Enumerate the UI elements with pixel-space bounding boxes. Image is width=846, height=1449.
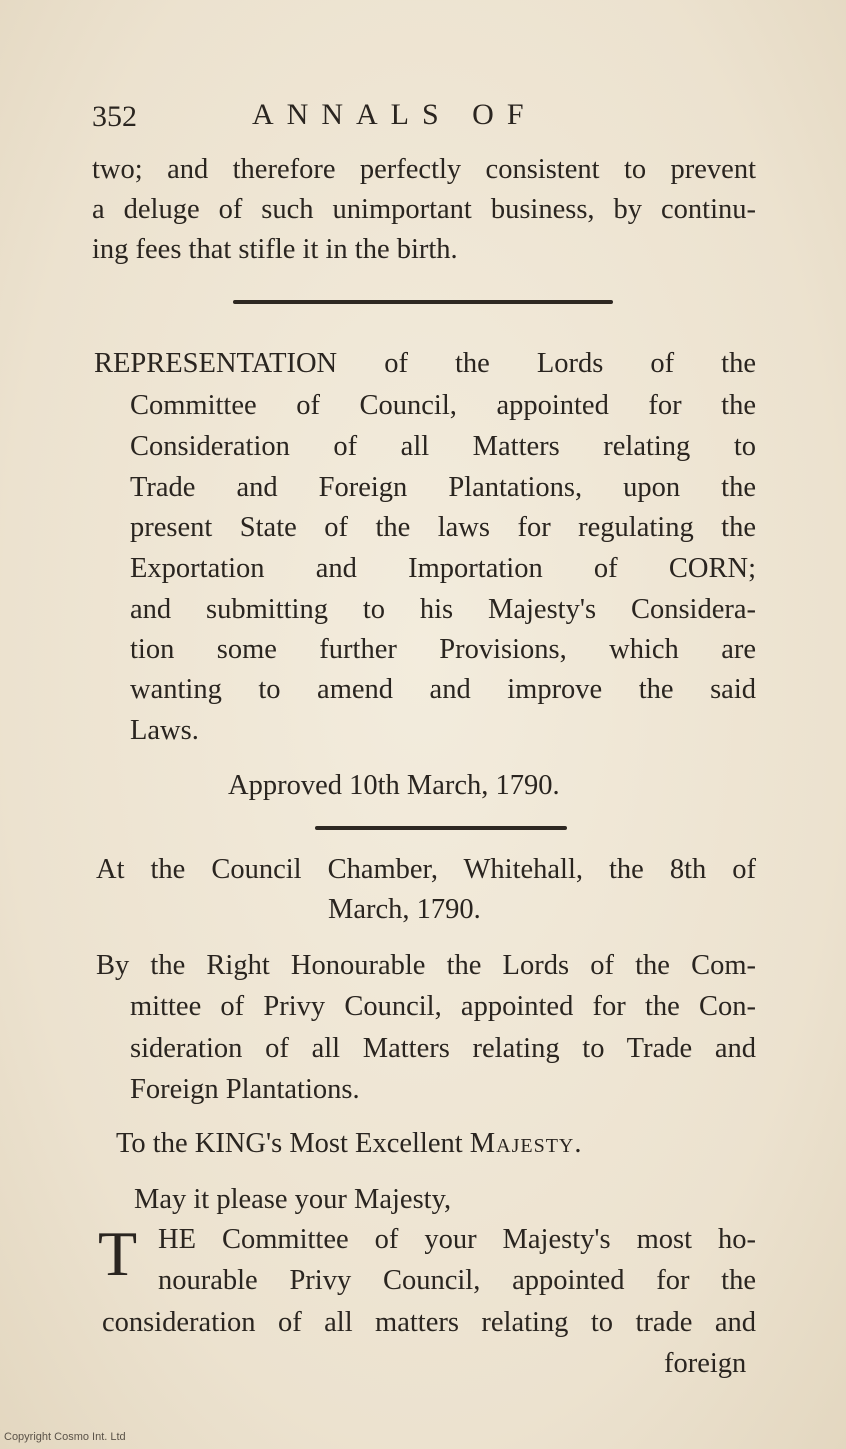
council-by-line-3: sideration of all Matters relating to Trade and <box>130 1033 756 1064</box>
intro-line-3: ing fees that stifle it in the birth. <box>92 234 458 265</box>
representation-line-6: Exportation and Importation of CORN; <box>130 553 756 584</box>
representation-line-1: REPRESENTATION of the Lords of the <box>94 348 756 379</box>
catchword: foreign <box>664 1348 747 1379</box>
council-location-line-1: At the Council Chamber, Whitehall, the 8th of <box>96 854 756 885</box>
address-majesty: Majesty. <box>469 1128 583 1159</box>
section-divider-2 <box>315 826 567 830</box>
address-line <box>116 1124 583 1164</box>
address-text: To the KING's Most Excellent <box>116 1128 463 1159</box>
representation-line-8: tion some further Provisions, which are <box>130 634 756 665</box>
letter-line-1: HE Committee of your Majesty's most ho- <box>158 1224 756 1255</box>
representation-line-2: Committee of Council, appointed for the <box>130 390 756 421</box>
drop-cap: T <box>98 1218 138 1289</box>
representation-line-3: Consideration of all Matters relating to <box>130 431 756 462</box>
salutation: May it please your Majesty, <box>134 1184 452 1215</box>
council-by-line-1: By the Right Honourable the Lords of the Com- <box>96 950 756 981</box>
section-divider-1 <box>233 300 613 304</box>
intro-line-2: a deluge of such unimportant business, by continu- <box>92 194 756 225</box>
council-by-line-2: mittee of Privy Council, appointed for the Con- <box>130 991 756 1022</box>
council-location-line-2: March, 1790. <box>328 894 481 925</box>
approved-date: Approved 10th March, 1790. <box>228 770 560 801</box>
copyright-notice: Copyright Cosmo Int. Ltd <box>4 1431 126 1443</box>
council-by-line-4: Foreign Plantations. <box>130 1074 360 1105</box>
running-title: ANNALS OF <box>252 98 537 131</box>
representation-line-4: Trade and Foreign Plantations, upon the <box>130 472 756 503</box>
representation-line-9: wanting to amend and improve the said <box>130 674 756 705</box>
letter-line-3: consideration of all matters relating to trade and <box>102 1307 756 1338</box>
representation-line-7: and submitting to his Majesty's Considera- <box>130 594 756 625</box>
representation-line-5: present State of the laws for regulating the <box>130 512 756 543</box>
representation-line-10: Laws. <box>130 715 199 746</box>
letter-line-2: nourable Privy Council, appointed for the <box>158 1265 756 1296</box>
page-number: 352 <box>92 100 137 133</box>
intro-line-1: two; and therefore perfectly consistent to prevent <box>92 154 756 185</box>
